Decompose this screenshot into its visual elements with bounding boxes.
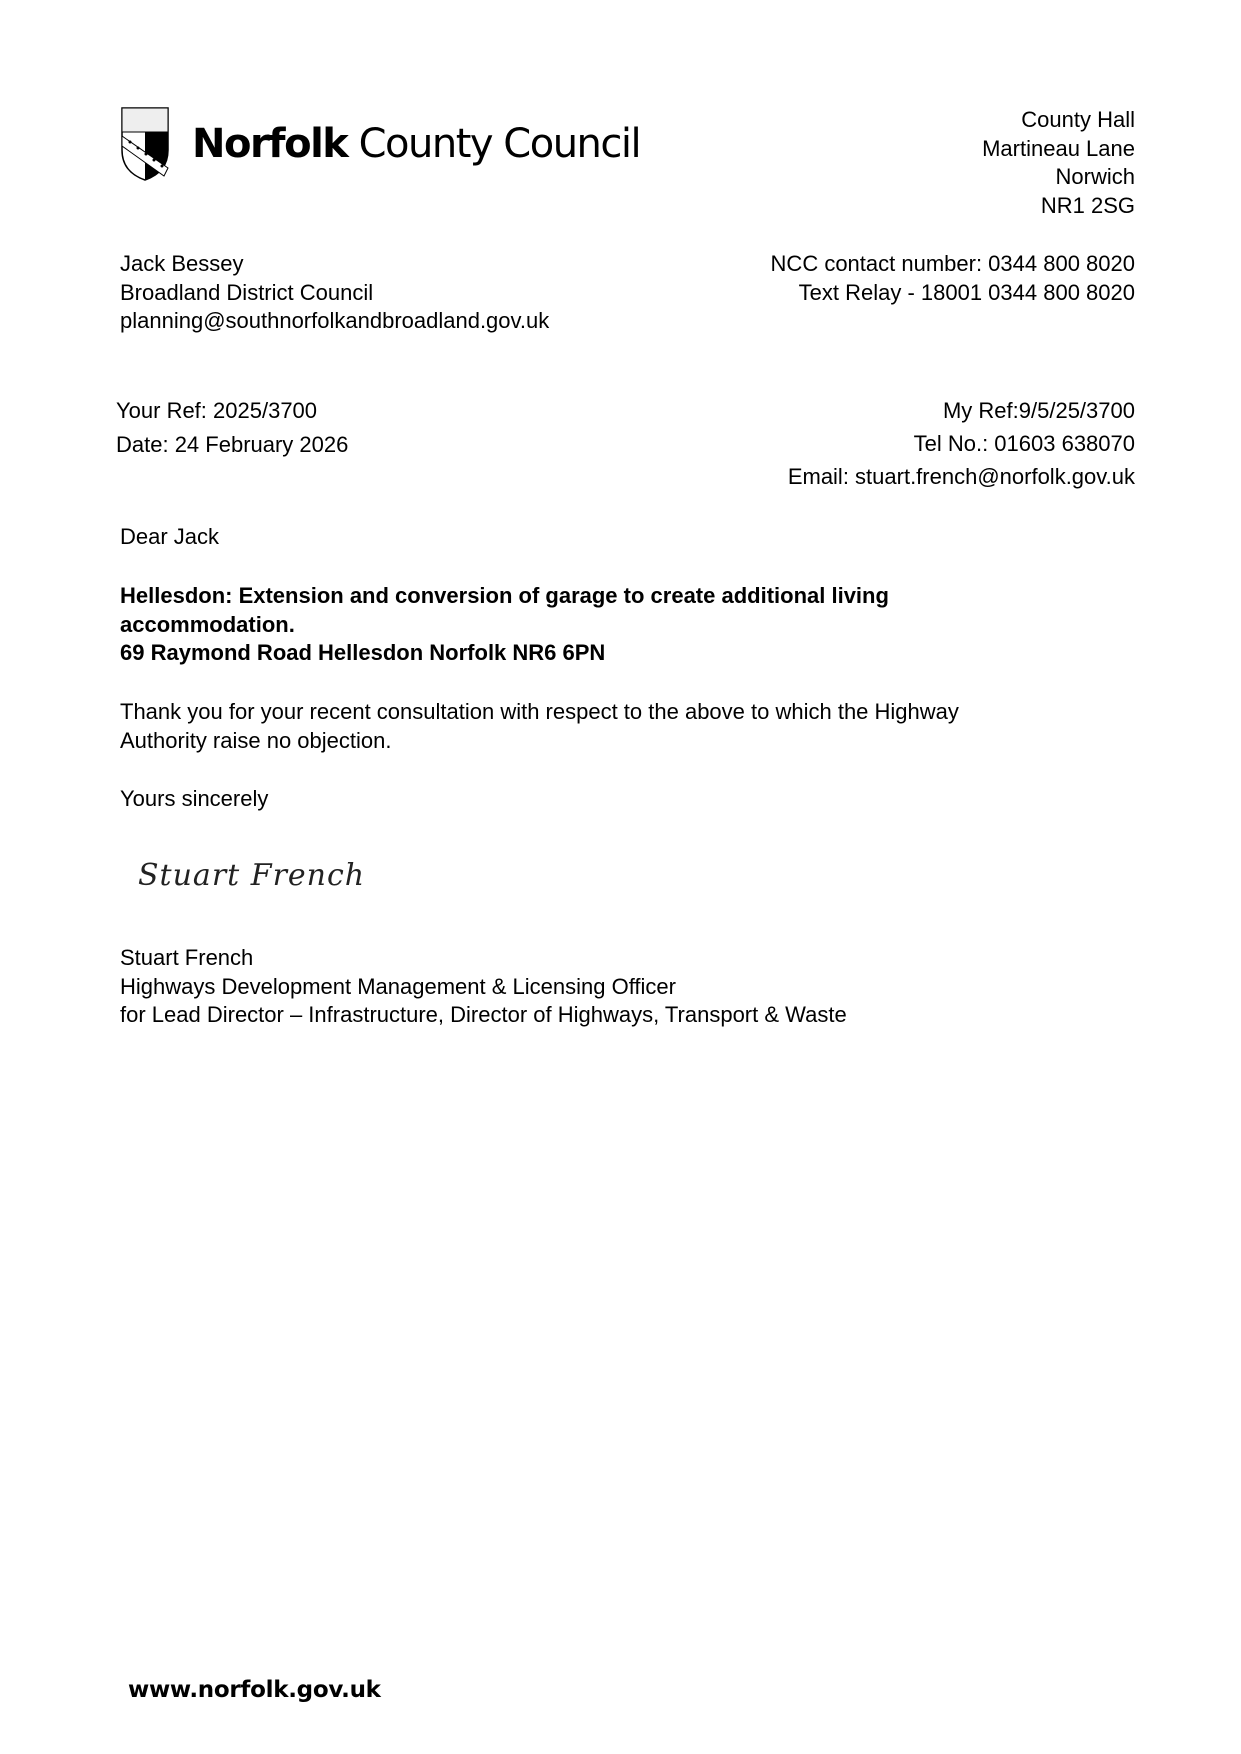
my-ref: My Ref:9/5/25/3700 [942, 398, 1135, 423]
recipient-email: planning@southnorfolkandbroadland.gov.uk [120, 308, 550, 334]
contact-block [771, 250, 1135, 307]
address-line: County Hall [1021, 107, 1135, 132]
subject-line: Hellesdon: Extension and conversion of garage to create additional living [120, 583, 889, 608]
signatory-department: for Lead Director – Infrastructure, Director of Highways, Transport & Waste [120, 1002, 847, 1028]
sender-address [982, 106, 1135, 220]
logo-text: Norfolk County Council [192, 121, 641, 167]
body-text [120, 698, 959, 755]
tel-no: Tel No.: 01603 638070 [913, 431, 1135, 456]
coat-of-arms-icon [120, 106, 170, 182]
signatory-block [120, 944, 847, 1030]
recipient-block [120, 250, 549, 336]
subject-line: accommodation. [120, 611, 295, 637]
council-logo [120, 106, 640, 182]
signature: Stuart French [138, 858, 366, 893]
recipient-org: Broadland District Council [120, 279, 374, 305]
your-ref: Your Ref: 2025/3700 [116, 398, 318, 423]
body-line: Authority raise no objection. [120, 727, 392, 753]
address-line: NR1 2SG [1040, 192, 1135, 218]
salutation: Dear Jack [120, 524, 220, 549]
contact-number: NCC contact number: 0344 800 8020 [770, 251, 1135, 276]
address-line: Martineau Lane [982, 135, 1135, 161]
subject-line: 69 Raymond Road Hellesdon Norfolk NR6 6PN [120, 640, 606, 666]
closing: Yours sincerely [120, 786, 269, 811]
refs-left [116, 394, 348, 462]
signatory-name: Stuart French [120, 945, 254, 970]
email: Email: stuart.french@norfolk.gov.uk [787, 464, 1135, 489]
date: Date: 24 February 2026 [116, 432, 349, 457]
subject [120, 582, 889, 668]
recipient-name: Jack Bessey [120, 251, 244, 276]
text-relay: Text Relay - 18001 0344 800 8020 [798, 279, 1135, 305]
footer-website: www.norfolk.gov.uk [128, 1677, 381, 1703]
refs-right [788, 394, 1135, 493]
signatory-title: Highways Development Management & Licensing Officer [120, 973, 676, 999]
body-line: Thank you for your recent consultation with respect to the above to which the Highway [120, 699, 959, 724]
address-line: Norwich [1055, 164, 1135, 190]
